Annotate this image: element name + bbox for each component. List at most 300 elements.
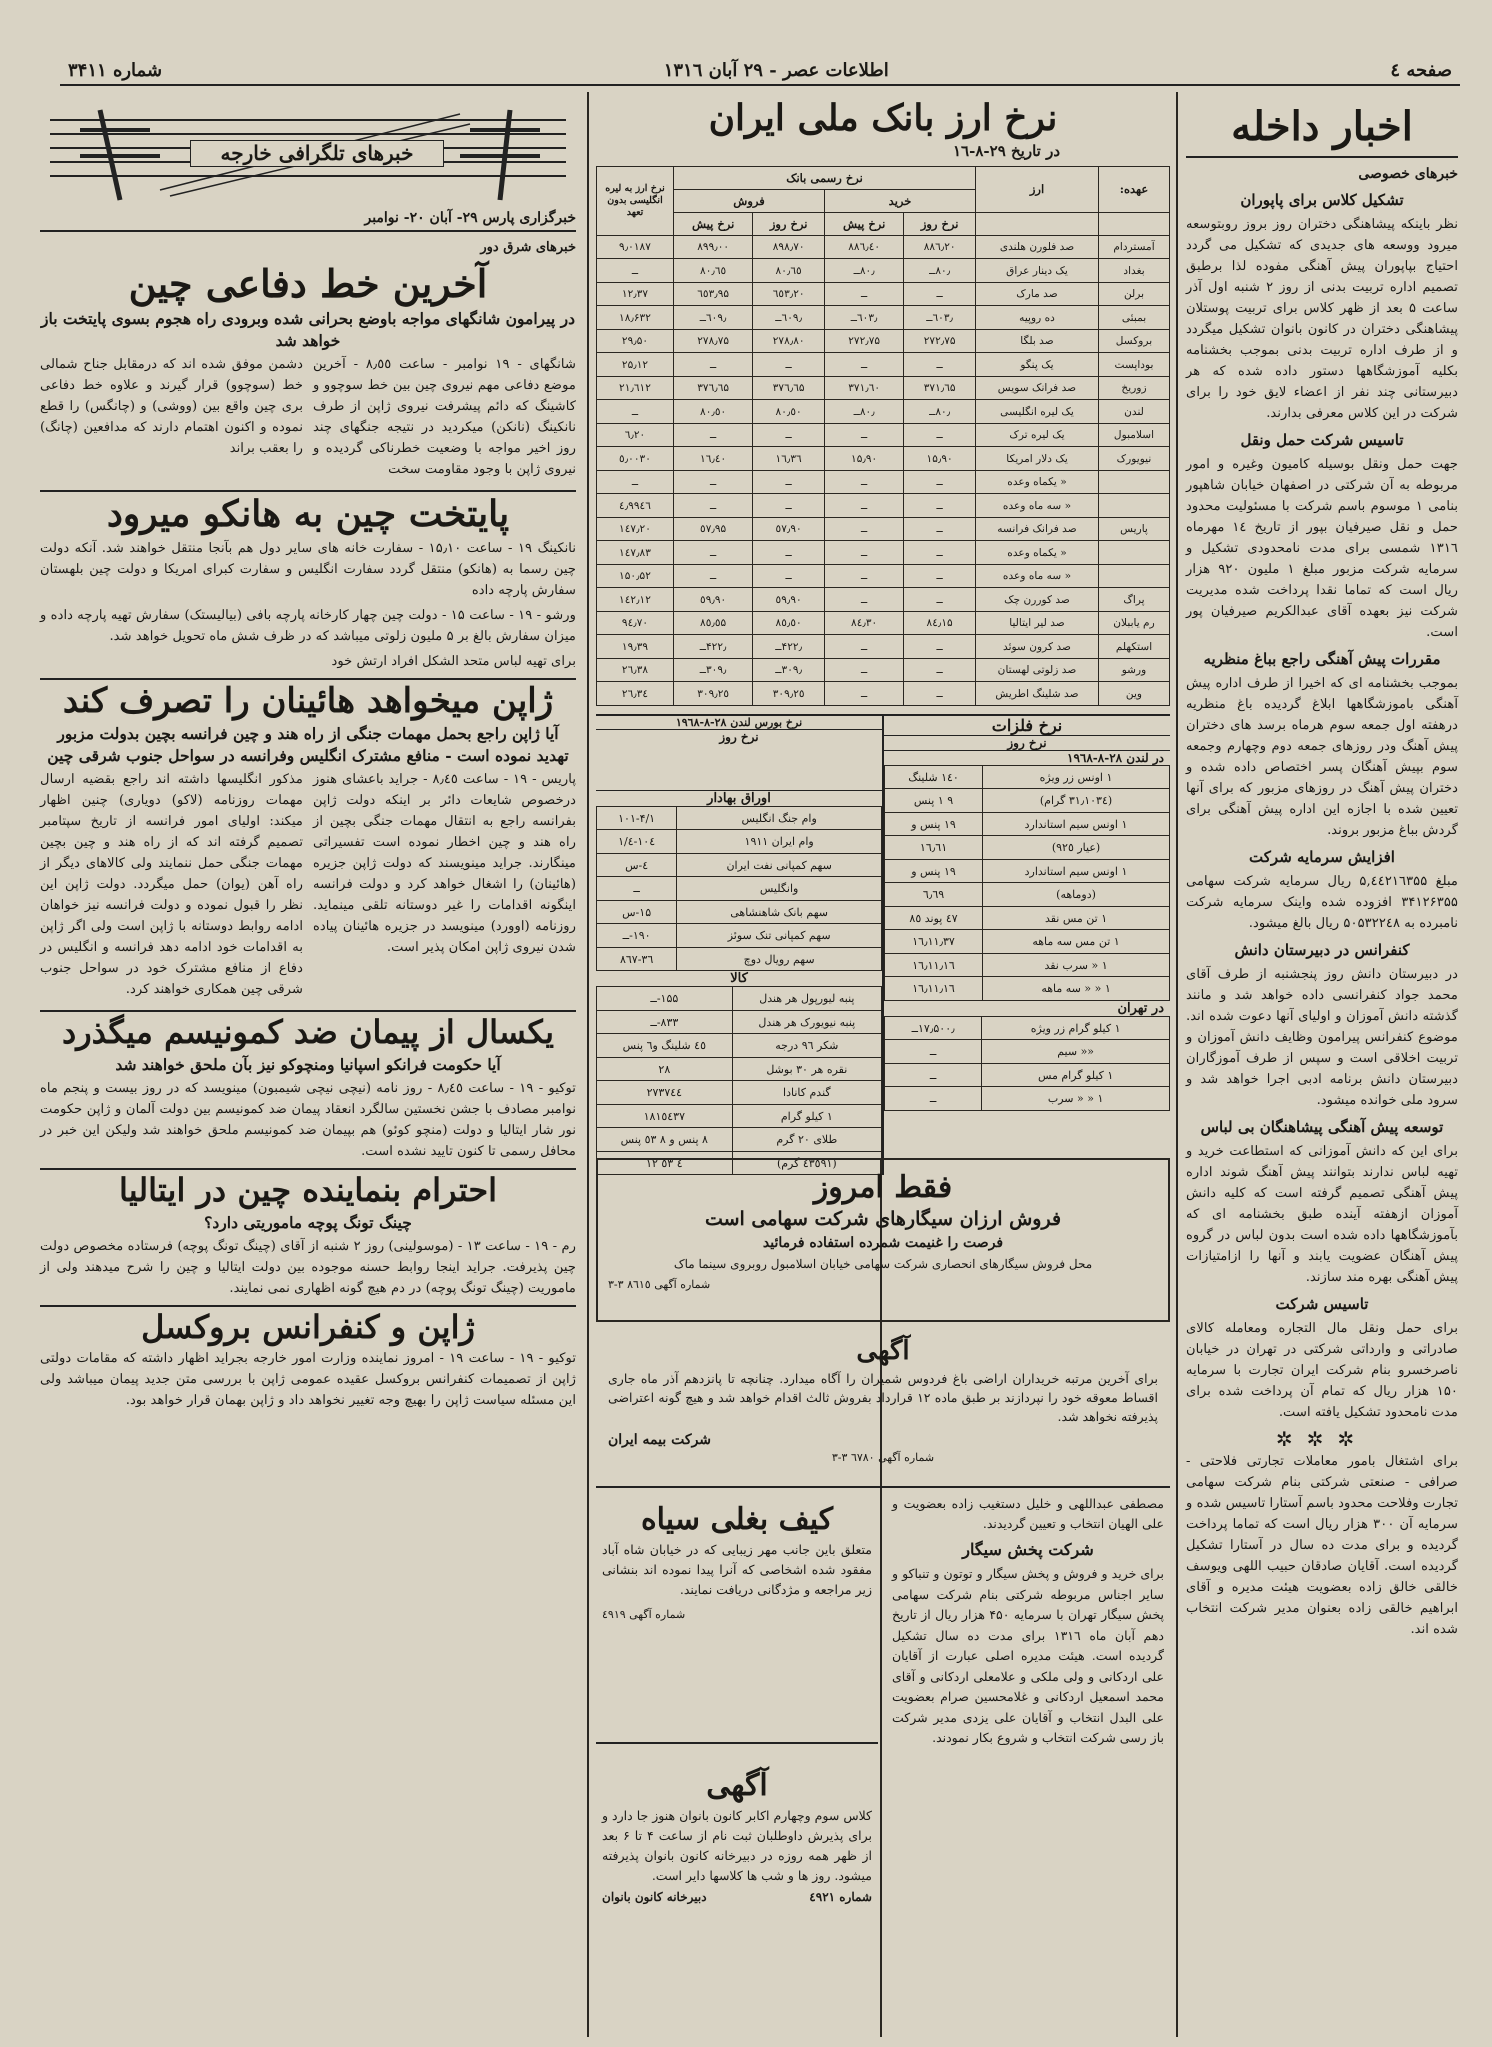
- metal-row-item: (۳۱٫۱۰۳٤ گرام): [983, 789, 1170, 813]
- rate-cell-x: ۹٫۰۱۸۷: [597, 235, 674, 259]
- notice-sign: شرکت بیمه ایران: [608, 1432, 712, 1449]
- col-currency: ارز: [976, 166, 1099, 212]
- tehran-row-value: ــ: [885, 1087, 982, 1111]
- rate-cell-cur: صد فلورن هلندی: [976, 235, 1099, 259]
- rate-cell-x: ۱۹٫۳۹: [597, 635, 674, 659]
- agency-line: خبرگزاری پارس ۲۹- آبان ۲۰- نوامبر: [40, 210, 576, 232]
- rate-row: [597, 282, 1170, 306]
- column-rule: [587, 92, 589, 2037]
- rate-cell-s2: ۳۰۹٫ــ: [674, 658, 753, 682]
- insurance-notice: [596, 1328, 1170, 1488]
- domestic-item: [1186, 940, 1458, 1111]
- rate-cell-city: وین: [1099, 682, 1170, 706]
- metal-row-value: ۱۹ پنس و: [885, 859, 983, 883]
- club-title: آگهی: [706, 1768, 768, 1803]
- rate-cell-cur: « یکماه وعده: [976, 541, 1099, 565]
- col-special: نرخ ارز به لیره انگلیسی بدون تعهد: [597, 166, 674, 235]
- rate-cell-b2: ۲۷۲٫۷۵: [825, 329, 904, 353]
- goods-row-value: ۲۷۳۷٤٤: [597, 1081, 733, 1105]
- rate-cell-cur: یک لیره انگلیسی: [976, 400, 1099, 424]
- metal-row-item: ۱ اونس زر ویژه: [983, 765, 1170, 789]
- metal-row: [885, 789, 1170, 813]
- rate-cell-cur: صد کوررن چک: [976, 588, 1099, 612]
- metal-row: [885, 906, 1170, 930]
- goods-row-value: ۱۸۱٥٤۳۷: [597, 1104, 733, 1128]
- metal-row-item: (عیار ۹۲٥): [983, 836, 1170, 860]
- bond-row-item: سهم کمپانی تنک سوئز: [677, 924, 882, 948]
- rate-cell-cur: صد بلگا: [976, 329, 1099, 353]
- tehran-row-value: ــ: [885, 1040, 982, 1064]
- rate-cell-s2: ٦٥۳٫۹۵: [674, 282, 753, 306]
- item-body: مبلغ ۵,٤٤۲۱٦۳۵۵ ریال سرمایه شرکت سهامی ۳۴۱۲۶۳۵۵ افزوده شده واینک سرمایه شرکت نامبرده به ۵۰۵۳۲۲٤۸ ریال بالغ میشود.: [1186, 874, 1459, 931]
- rate-cell-cur: یک دینار عراق: [976, 259, 1099, 283]
- bond-row: [597, 877, 882, 901]
- rate-row: [597, 470, 1170, 494]
- bond-row-item: وام ایران ۱۹۱۱: [677, 830, 882, 854]
- rate-cell-s2: ۴۲۲٫ــ: [674, 635, 753, 659]
- rate-cell-b2: ۱۵٫۹۰: [825, 447, 904, 471]
- rate-cell-b2: ــ: [825, 470, 904, 494]
- rate-cell-s1: ٦۰۹٫ــ: [753, 306, 825, 330]
- headline-hainan: ژاپن میخواهد هائینان را تصرف کند: [40, 678, 576, 720]
- bond-row-value: ۱۵-س: [597, 900, 677, 924]
- rate-cell-s1: ۳۰۹٫۲٥: [753, 682, 825, 706]
- headline-anticomintern: یکسال از پیمان ضد کمونیسم میگذرد: [40, 1010, 576, 1050]
- story-italy: رم - ۱۹ - ساعت ۱۳ - (موسولینی) روز ۲ شنبه از آقای (چینگ تونگ پوچه) فرستاده مخصوص دولت چین پذیرفت. جراید اینجا روابط حسنه موجوده بین دولت ایتالیا و چین را شرح میدهند ولی از ماموریت (چینگ تونگ پوچه) در دم هیچ گونه اظهاری نمی نمایند.: [40, 1238, 576, 1296]
- rate-cell-s2: ۸۰٫٦٥: [674, 259, 753, 283]
- bond-row-value: ــ: [597, 877, 677, 901]
- rate-cell-b2: ٦۰۳٫ــ: [825, 306, 904, 330]
- wallet-title: کیف بغلی سیاه: [640, 1502, 834, 1537]
- rate-cell-b1: ۸۸٦٫۲۰: [904, 235, 976, 259]
- headline-capital-hankow: پایتخت چین به هانکو میرود: [40, 490, 576, 534]
- tehran-row-item: ۱ کیلو گرام مس: [982, 1063, 1170, 1087]
- telegraph-banner-title: خبرهای تلگرافی خارجه: [190, 140, 444, 167]
- rate-cell-x: ٦٫۲۰: [597, 423, 674, 447]
- metal-row-value: ۹ ۱ پنس: [885, 789, 983, 813]
- goods-row: [597, 1128, 882, 1152]
- foreign-news-column: [36, 96, 580, 2036]
- goods-row-value: ۱۵۵-ــ: [597, 987, 733, 1011]
- rate-cell-city: برلن: [1099, 282, 1170, 306]
- rate-cell-cur: « سه ماه وعده: [976, 494, 1099, 518]
- rate-cell-s2: ــ: [674, 564, 753, 588]
- rate-cell-s1: ــ: [753, 494, 825, 518]
- wallet-body: متعلق باین جانب مهر زیبایی که در خیابان شاه آباد مفقود شده اشخاصی که آنرا پیدا نموده اند بنشانی زیر مراجعه و مژدگانی دریافت نمایند.: [602, 1541, 872, 1597]
- metals-left: [596, 716, 882, 1176]
- rate-cell-cur: یک دلار امریکا: [976, 447, 1099, 471]
- rate-cell-s2: ۸٥٫٥۵: [674, 611, 753, 635]
- rate-cell-s1: ۸۰٫٦٥: [753, 259, 825, 283]
- rate-cell-x: ٥٫۰۰۳۰: [597, 447, 674, 471]
- domestic-news-column: [1186, 96, 1458, 2036]
- rate-cell-s1: ۳۰۹٫ــ: [753, 658, 825, 682]
- metal-row-item: ۱ اونس سیم استاندارد: [983, 812, 1170, 836]
- headline-brussels: ژاپن و کنفرانس بروکسل: [40, 1305, 576, 1345]
- rate-cell-b2: ــ: [825, 658, 904, 682]
- rate-cell-b1: ــ: [904, 564, 976, 588]
- rate-row: [597, 447, 1170, 471]
- goods-row: [597, 1057, 882, 1081]
- bonds-title: اوراق بهادار: [707, 790, 771, 806]
- rate-cell-x: ۱٤۷٫۸۳: [597, 541, 674, 565]
- rate-cell-s2: ۳۰۹٫۲٥: [674, 682, 753, 706]
- cigarette-ad-ref: شماره آگهی ۸٦۱٥ ۳-۳: [608, 1277, 711, 1291]
- rate-row: [597, 635, 1170, 659]
- rates-table: [596, 166, 1170, 706]
- story-capital-p2: ورشو - ۱۹ - ساعت ۱۵ - دولت چین چهار کارخانه پارچه بافی (بیالیستک) سفارش تهیه پارچه داده و میزان سفارش بالغ بر ۵ ملیون زلوتی میباشد که در ظرف شش ماه تحویل خواهد شد.: [40, 607, 576, 644]
- rate-cell-s1: ــ: [753, 541, 825, 565]
- rate-cell-s2: ۸۹۹٫۰۰: [674, 235, 753, 259]
- item-body: برای این که دانش آموزانی که استطاعت خرید و تهیه لباس ندارند بتوانند پیش آهنگ شوند اداره پیش آهنگی تصمیم گرفته است که کلیه دانش آموزان ازهفته آینده طبق بخشنامه ای که بآموزشگاهها داده شده است بدون لباس در گروه پیش آهنگان عضویت یابند و آنها را ازامتیازات پیش آهنگی بهره مند سازند.: [1186, 1144, 1458, 1285]
- rate-cell-s2: ٦۰۹٫ــ: [674, 306, 753, 330]
- rate-cell-city: ورشو: [1099, 658, 1170, 682]
- rate-cell-city: [1099, 541, 1170, 565]
- rate-cell-b1: ــ: [904, 658, 976, 682]
- bond-row: [597, 900, 882, 924]
- col-advance: نرخ پیش: [825, 212, 904, 235]
- tehran-row-item: «« سیم: [982, 1040, 1170, 1064]
- rate-cell-city: [1099, 564, 1170, 588]
- headline-italy: احترام بنماینده چین در ایتالیا: [40, 1168, 576, 1208]
- bond-row-value: ۱۰۱-۴/۱: [597, 806, 677, 830]
- rate-cell-cur: « سه ماه وعده: [976, 564, 1099, 588]
- cigarette-ad-line1: فروش ارزان سیگارهای شرکت سهامی است: [704, 1207, 1062, 1230]
- rate-cell-city: [1099, 494, 1170, 518]
- rate-row: [597, 658, 1170, 682]
- paper-date: اطلاعات عصر - ۲۹ آبان ۱۳۱٦: [663, 59, 889, 81]
- rate-cell-b1: ۳۷۱٫٦۵: [904, 376, 976, 400]
- rate-cell-s2: ــ: [674, 470, 753, 494]
- rate-cell-city: لندن: [1099, 400, 1170, 424]
- rate-cell-cur: « یکماه وعده: [976, 470, 1099, 494]
- headline-hainan-sub: آیا ژاپن راجع بحمل مهمات جنگی از راه هند و چین فرانسه بچین بدولت مزبور تهدید نموده است - منافع مشترک انگلیس وفرانسه در سواحل جنوب شرقی چین: [47, 724, 569, 766]
- rate-cell-cur: صد فرانک فرانسه: [976, 517, 1099, 541]
- rate-cell-b2: ــ: [825, 635, 904, 659]
- rate-cell-b1: ــ: [904, 353, 976, 377]
- tehran-row: [885, 1016, 1170, 1040]
- item-heading: تاسیس شرکت حمل ونقل: [1240, 431, 1404, 449]
- rate-cell-b2: ــ: [825, 588, 904, 612]
- col-daily: نرخ روز: [904, 212, 976, 235]
- rate-cell-b2: ــ: [825, 564, 904, 588]
- rate-cell-s1: ٥۷٫۹۰: [753, 517, 825, 541]
- rate-cell-city: بغداد: [1099, 259, 1170, 283]
- rate-cell-b2: ــ: [825, 682, 904, 706]
- goods-row-item: پنبه نیویورک هر هندل: [732, 1010, 881, 1034]
- rate-cell-b1: ــ: [904, 282, 976, 306]
- bond-row-value: ٤-س: [597, 853, 677, 877]
- metals-section: [596, 714, 1170, 1176]
- rate-cell-b1: ٦۰۳٫ــ: [904, 306, 976, 330]
- rate-cell-b1: ــ: [904, 494, 976, 518]
- masthead: [60, 56, 1460, 86]
- goods-row-item: شکر ۹٦ درجه: [732, 1034, 881, 1058]
- col-sell: فروش: [674, 189, 825, 212]
- notice-ref: شماره آگهی ٦۷۸۰ ۳-۳: [831, 1451, 935, 1465]
- domestic-item: [1186, 190, 1458, 424]
- tehran-row-item: ۱ « « سرب: [982, 1087, 1170, 1111]
- item-heading: تشکیل کلاس برای پاپوران: [1240, 191, 1404, 209]
- bond-row-value: ۱۹۰-ــ: [597, 924, 677, 948]
- rate-row: [597, 494, 1170, 518]
- bond-row-item: سهم رویال دوچ: [677, 947, 882, 971]
- item-heading: توسعه پیش آهنگی پیشاهنگان بی لباس: [1200, 1118, 1444, 1136]
- col-city: عهده:: [1099, 166, 1170, 212]
- rate-cell-s1: ۳۷٦٫٦۵: [753, 376, 825, 400]
- rates-body: [597, 235, 1170, 705]
- rate-cell-x: ــ: [597, 470, 674, 494]
- headline-anticomintern-sub: آیا حکومت فرانکو اسپانیا ومنچوکو نیز بآن ملحق خواهند شد: [115, 1054, 501, 1074]
- rate-cell-s1: ــ: [753, 470, 825, 494]
- issue-number: شماره ۳۴۱۱: [68, 59, 163, 81]
- tehran-table: [884, 1016, 1170, 1111]
- rate-cell-s1: ۲۷۸٫۸۰: [753, 329, 825, 353]
- goods-row: [597, 1010, 882, 1034]
- rate-row: [597, 611, 1170, 635]
- col-blank: [1099, 212, 1170, 235]
- metal-row-value: ۱٦٫۱۱٫۱٦: [885, 953, 983, 977]
- metals-right: [882, 716, 1170, 1176]
- rate-cell-b1: ۸٤٫۱۵: [904, 611, 976, 635]
- rate-cell-s1: ــ: [753, 353, 825, 377]
- rate-row: [597, 541, 1170, 565]
- metal-row: [885, 953, 1170, 977]
- col-official: نرخ رسمی بانک: [674, 166, 976, 189]
- rate-cell-b2: ۸۸٦٫٤۰: [825, 235, 904, 259]
- rate-cell-x: ۱٤۷٫۲۰: [597, 517, 674, 541]
- story-defense: [40, 354, 576, 484]
- goods-row: [597, 1104, 882, 1128]
- rate-cell-b2: ۸۰٫ــ: [825, 400, 904, 424]
- story-capital-p1: نانکینگ ۱۹ - ساعت ۱۵٫۱۰ - سفارت خانه های سایر دول هم بآنجا منتقل خواهند شد. آنکه دولت چین رسما به (هانکو) منتقل گردد سفارت انگلیس و سفارت کبرای امریکا و دولت چین بلهستان سفارش پارچه داده: [40, 540, 576, 598]
- bond-row-value: ۱۰٤-٤/۱: [597, 830, 677, 854]
- tehran-row: [885, 1040, 1170, 1064]
- metal-row-value: ۱٦٫٦۱: [885, 836, 983, 860]
- rate-row: [597, 564, 1170, 588]
- metal-row-item: (دوماهه): [983, 883, 1170, 907]
- story-capital-p3: برای تهیه لباس متحد الشکل افراد ارتش خود: [331, 653, 576, 669]
- rate-cell-b1: ــ: [904, 517, 976, 541]
- rate-cell-s2: ۱٦٫٤۰: [674, 447, 753, 471]
- rate-cell-b1: ــ: [904, 635, 976, 659]
- goods-title: کالا: [730, 971, 748, 987]
- company-top: مصطفی عبداللهی و خلیل دستغیب زاده بعضویت و علی الهیان انتخاب و تعیین گردیدند.: [892, 1496, 1164, 1531]
- rate-cell-s2: ــ: [674, 494, 753, 518]
- goods-row-value: ۸۳۳-ــ: [597, 1010, 733, 1034]
- rate-cell-x: ۱٤۲٫۱۲: [597, 588, 674, 612]
- rate-cell-x: ۱۸٫۶۳۲: [597, 306, 674, 330]
- cigarette-ad-line2: فرصت را غنیمت شمرده استفاده فرمائید: [762, 1234, 1004, 1251]
- notice-body: برای آخرین مرتبه خریداران اراضی باغ فردوس شمیران را آگاه میدارد. چنانچه تا پانزدهم آذر ماه جاری اقساط معوقه خود را نپردازند بر طبق ماده ۱۲ قرارداد بفروش ثالث اقدام خواهد شد و هیچ گونه اعتراضی پذیرفته نخواهد شد.: [608, 1371, 1158, 1425]
- rate-cell-x: ۲۱٫٦۱۲: [597, 376, 674, 400]
- item-body: جهت حمل ونقل بوسیله کامیون وغیره و امور مربوطه به آن شرکتی در اصفهان خیابان شاهپور بنامی ۱ موسوم باسم شرکت با مسئولیت محدود حمل و نقل صیرفیان بپور از تاریخ ۱٤ مهرماه ۱۳۱٦ شمسی برای مدت نامحدودی تشکیل و سرمایه شرکت مزبور مبلغ ۱ ملیون ۹۲۰ هزار ریال است که تماما نقدا پرداخت شده مدیریت شرکت نیز بعهده آقای عبدالکریم صیرفیان پور است.: [1186, 457, 1458, 640]
- rate-row: [597, 329, 1170, 353]
- rate-cell-s1: ــ: [753, 423, 825, 447]
- star-divider: ✲✲✲: [1275, 1427, 1369, 1451]
- page-number: صفحه ٤: [1390, 59, 1452, 81]
- wallet-ref: شماره آگهی ٤۹۱۹: [602, 1607, 686, 1621]
- rate-cell-city: زوریخ: [1099, 376, 1170, 400]
- item-heading: کنفرانس در دبیرستان دانش: [1234, 941, 1410, 959]
- section-label: خبرهای خصوصی: [1358, 166, 1458, 182]
- col-daily: نرخ روز: [753, 212, 825, 235]
- east-news-label: خبرهای شرق دور: [480, 240, 576, 255]
- rate-row: [597, 376, 1170, 400]
- bond-row: [597, 806, 882, 830]
- rate-cell-s1: ۸٥٫٥۰: [753, 611, 825, 635]
- goods-row-item: ۱ کیلو گرام: [732, 1104, 881, 1128]
- metals-london: در لندن ۲۸-۸-۱۹٦۸: [1067, 750, 1164, 765]
- rate-row: [597, 682, 1170, 706]
- rate-cell-b1: ــ: [904, 423, 976, 447]
- goods-row-item: (٤۳٥۹۱ گرم): [732, 1151, 881, 1175]
- goods-row-value: ٤ ٥۳ ۱۲: [597, 1151, 733, 1175]
- rate-cell-b1: ۸۰٫ــ: [904, 259, 976, 283]
- rate-cell-b2: ــ: [825, 353, 904, 377]
- rate-cell-s1: ٦٥۳٫۲۰: [753, 282, 825, 306]
- metal-row: [885, 930, 1170, 954]
- rate-cell-b2: ــ: [825, 423, 904, 447]
- rate-cell-cur: ده روپیه: [976, 306, 1099, 330]
- rate-cell-b2: ۳۷۱٫٦۰: [825, 376, 904, 400]
- rate-cell-city: رم یاببلان: [1099, 611, 1170, 635]
- rate-cell-cur: صد کرون سوئد: [976, 635, 1099, 659]
- rate-cell-city: آمستردام: [1099, 235, 1170, 259]
- headline-defense-sub: در پیرامون شانگهای مواجه باوضع بحرانی شده وبرودی راه هجوم بسوی پایتخت باز خواهد شد: [41, 308, 575, 350]
- rate-cell-cur: صد زلوتی لهستان: [976, 658, 1099, 682]
- rate-cell-s2: ۸۰٫٥۰: [674, 400, 753, 424]
- rate-row: [597, 259, 1170, 283]
- rate-cell-x: ۲۹٫۵۰: [597, 329, 674, 353]
- bond-row-value: ۳٦-۸٦۷: [597, 947, 677, 971]
- rate-row: [597, 400, 1170, 424]
- story-hainan-p1: پاریس - ۱۹ - ساعت ۸٫٤٥ - جراید باعشای هنوز درخصوص شایعات دائر بر اینکه دولت ژاپن بفرانسه راجع به انتقال مهمات جنگی بچین از راه هند و چین اخطار نموده است تفسیراتی مینگارند. جراید مینویسند که دولت ژاپن جزیره (هائینان) را اشغال خواهد کرد و دولت فرانسه اینگونه اقدامات را غیر دوستانه تلقی مینماید. روزنامه (اوورد) مینویسد در جزیره هائینان پیاده شدن نیروی ژاپن امکان پذیر است.: [313, 772, 576, 956]
- column-rule: [1176, 92, 1178, 2037]
- rate-cell-city: اسلامبول: [1099, 423, 1170, 447]
- metal-row-value: ٦٫٦۹: [885, 883, 983, 907]
- rate-cell-b2: ــ: [825, 494, 904, 518]
- rate-row: [597, 517, 1170, 541]
- metals-tehran: در تهران: [1117, 1000, 1164, 1016]
- rate-cell-x: ۱۵۰٫۵۲: [597, 564, 674, 588]
- bond-row-item: وام جنگ انگلیس: [677, 806, 882, 830]
- rate-cell-city: [1099, 470, 1170, 494]
- rate-cell-s1: ۱٦٫۳٦: [753, 447, 825, 471]
- rate-cell-city: بروکسل: [1099, 329, 1170, 353]
- rate-cell-s2: ۲۷۸٫۷۵: [674, 329, 753, 353]
- rate-cell-city: پراگ: [1099, 588, 1170, 612]
- domestic-item: [1186, 430, 1458, 643]
- rate-cell-s2: ٥۹٫۹۰: [674, 588, 753, 612]
- lost-wallet-ad: [596, 1494, 878, 1744]
- company-title: شرکت پخش سیگار: [962, 1540, 1094, 1559]
- womens-club-ad: [596, 1750, 878, 2034]
- metal-row-value: ٤۷ پوند ۸٥: [885, 906, 983, 930]
- rate-cell-cur: یک پنگو: [976, 353, 1099, 377]
- goods-table: [596, 986, 882, 1175]
- rate-cell-b1: ۲۷۲٫۷۵: [904, 329, 976, 353]
- bond-row: [597, 853, 882, 877]
- tehran-row: [885, 1087, 1170, 1111]
- metal-row-item: ۱ « سرب نقد: [983, 953, 1170, 977]
- goods-row: [597, 987, 882, 1011]
- rate-cell-x: ــ: [597, 259, 674, 283]
- goods-row-item: پنبه لیورپول هر هندل: [732, 987, 881, 1011]
- metal-row-item: ۱ تن مس نقد: [983, 906, 1170, 930]
- rate-cell-x: ۹٤٫۷۰: [597, 611, 674, 635]
- metal-row-item: ۱ اونس سیم استاندارد: [983, 859, 1170, 883]
- rate-cell-city: نیویورک: [1099, 447, 1170, 471]
- rate-cell-b1: ــ: [904, 682, 976, 706]
- notice-title: آگهی: [856, 1336, 910, 1366]
- club-sign: دبیرخانه کانون بانوان: [602, 1889, 707, 1904]
- rate-cell-s2: ــ: [674, 423, 753, 447]
- rate-cell-s2: ۳۷٦٫٦۵: [674, 376, 753, 400]
- rate-cell-s2: ــ: [674, 353, 753, 377]
- bond-row: [597, 924, 882, 948]
- item-body: در دبیرستان دانش روز پنجشنبه از طرف آقای محمد جواد کنفرانسی داده خواهد شد و مانند گذشته دانش آموزان و اولیای آنها دعوت شده اند. موضوع کنفرانس پیرامون وظایف دانش آموزان و تربیت اخلاقی است و سپس از طرف آموزگاران دبیرستان دانش برنامه ادبی اجرا خواهد شد و سرود ملی خوانده میشود.: [1186, 967, 1458, 1108]
- cigarette-ad-line3: محل فروش سیگارهای انحصاری شرکت سهامی خیابان اسلامبول روبروی سینما ماک: [673, 1256, 1093, 1271]
- goods-row: [597, 1034, 882, 1058]
- metal-row-item: ۱ تن مس سه ماهه: [983, 930, 1170, 954]
- rate-row: [597, 423, 1170, 447]
- rate-cell-b1: ۱۵٫۹۰: [904, 447, 976, 471]
- col-buy: خرید: [825, 189, 976, 212]
- item-heading: مقررات پیش آهنگی راجع بباغ منظریه: [1203, 650, 1441, 668]
- rate-cell-x: ٤٫۹۹٤٦: [597, 494, 674, 518]
- rate-cell-x: ۱۲٫۳۷: [597, 282, 674, 306]
- item-heading: تاسیس شرکت: [1275, 1295, 1369, 1313]
- goods-row-item: گندم کانادا: [732, 1081, 881, 1105]
- club-body: کلاس سوم وچهارم اکابر کانون بانوان هنوز جا دارد و برای پذیرش داوطلبان ثبت نام از ساعت ۴ تا ۶ بعد از ظهر همه روزه در دبیرخانه کانون بانوان پذیرفته میشود. روز ها و شب ها کلاسها دایر است.: [602, 1807, 872, 1883]
- cigarette-ad: [596, 1158, 1170, 1322]
- rate-cell-x: ۲٦٫۳۸: [597, 658, 674, 682]
- cigarette-ad-title: فقط امروز: [813, 1170, 953, 1205]
- rate-cell-s1: ۸۹۸٫۷۰: [753, 235, 825, 259]
- rate-cell-b1: ۸۰٫ــ: [904, 400, 976, 424]
- rate-cell-s1: ۴۲۲٫ــ: [753, 635, 825, 659]
- metal-row-value: ۱٦٫۱۱٫۱٦: [885, 977, 983, 1001]
- story-anticomintern: توکیو - ۱۹ - ساعت ۸٫٤٥ - روز نامه (نیچی نیچی شیمبون) مینویسد که در روز بیست و پنجم ماه نوامبر مصادف با جشن نخستین سالگرد انعقاد پیمان ضد کمونیسم بین دولت آلمان و ژاپن حکومت نور شار ایتالیا و دولت (منچو کوئو) هم بپیمان ضد کمونیسم ملحق خواهند شد ولیکن این خبر در محافل رسمی تا کنون تایید نشده است.: [40, 1080, 576, 1159]
- domestic-item: [1186, 649, 1458, 841]
- bond-row-item: وانگلیس: [677, 877, 882, 901]
- headline-defense-line: آخرین خط دفاعی چین: [128, 261, 488, 306]
- metals-daily-left: نرخ روز: [596, 730, 882, 791]
- rate-cell-s2: ــ: [674, 541, 753, 565]
- rate-cell-b1: ــ: [904, 470, 976, 494]
- item-body: نظر باینکه پیشاهنگی دختران روز بروز روبتوسعه میرود ووسعه های جدیدی که تشکیل می گردد احتیاج بپاپوران پیش آهنگی مفوده لذا برطبق تصمیم اداره تربیت بدنی از روز ۲ شنبه اول آذر ساعت ۵ بعد از ظهر کلاس برای تربیت پوستلان پیشاهنگی دختران در کانون بانوان تشکیل میگردد و از طرف اداره تربیت بدنی بموجب بخشنامه بکلیه آموزشگاهها دستور داده شده که هر دبیرستانی چند نفر از اعضاء لایق خود را برای شرکت در این کلاس معرفی بدارند.: [1186, 217, 1458, 421]
- story-defense-p1: شانگهای - ۱۹ نوامبر - ساعت ۸٫٥٥ - آخرین موضع دفاعی مهم نیروی چین بین خط سوچوو و کاشینگ که دائم پیشرفت نیروی ژاپن از طرف نانکینگ (نانکن) میکردید در نتیجه جنگهای چند روز اخیر مواجه با وضعیت خطرناکی گردیده و نیروی ژاپن با وجود مقاومت سخت: [313, 356, 577, 477]
- rate-row: [597, 588, 1170, 612]
- rate-cell-b2: ــ: [825, 541, 904, 565]
- item-body: برای حمل ونقل مال التجاره ومعامله کالای صادراتی و وارداتی شرکتی در تهران در خیابان ناصرخسرو بنام شرکت ایران تجارت با سرمایه ۱۵۰ هزار ریال که تمام آن پرداخت شده برای مدت نامحدود تشکیل یافته است.: [1186, 1321, 1458, 1420]
- rate-cell-s1: ۸۰٫٥۰: [753, 400, 825, 424]
- tehran-row-value: ــ: [885, 1063, 982, 1087]
- metal-row: [885, 883, 1170, 907]
- london-exchange: نرخ بورس لندن ۲۸-۸-۱۹٦۸: [596, 716, 882, 730]
- rate-cell-x: ۲۵٫۱۲: [597, 353, 674, 377]
- story-defense-p2: دشمن موفق شده اند که درمقابل جناح شمالی خط (سوچوو) قرار گیرند و علاوه خط دفاعی بری چین واقع بین (ووشی) و (چانگس) را قطع نموده و اکنون اهتمام دارند که مدافعین (چانگ) را بعقب براند: [40, 356, 303, 456]
- rate-cell-b2: ۸۰٫ــ: [825, 259, 904, 283]
- rate-cell-cur: صد شلینگ اطریش: [976, 682, 1099, 706]
- metals-daily: نرخ روز: [884, 736, 1170, 751]
- club-ref: شماره ٤۹۲۱: [809, 1889, 872, 1904]
- rate-row: [597, 353, 1170, 377]
- metal-row-value: ۱٦٫۱۱٫۳۷: [885, 930, 983, 954]
- club-footer: [602, 1890, 872, 1904]
- company-body: برای خرید و فروش و پخش سیگار و توتون و تنباکو و سایر اجناس مربوطه شرکتی بنام شرکت سهامی پخش سیگار تهران با سرمایه ۴۵۰ هزار ریال از تاریخ دهم آبان ماه ۱۳۱٦ برای مدت ده سال تشکیل گردیده است. هیئت مدیره اصلی عبارت از آقایان علی اردکانی و ولی ملکی و علامعلی اردکانی و آقای محمد اسمعیل اردکانی و غلامحسین صرام بعضویت علی البدل انتخاب و آقایان علی یزدی مدیر شرکت باز رسی شرکت انتخاب و شروع بکار نمودند.: [892, 1566, 1164, 1745]
